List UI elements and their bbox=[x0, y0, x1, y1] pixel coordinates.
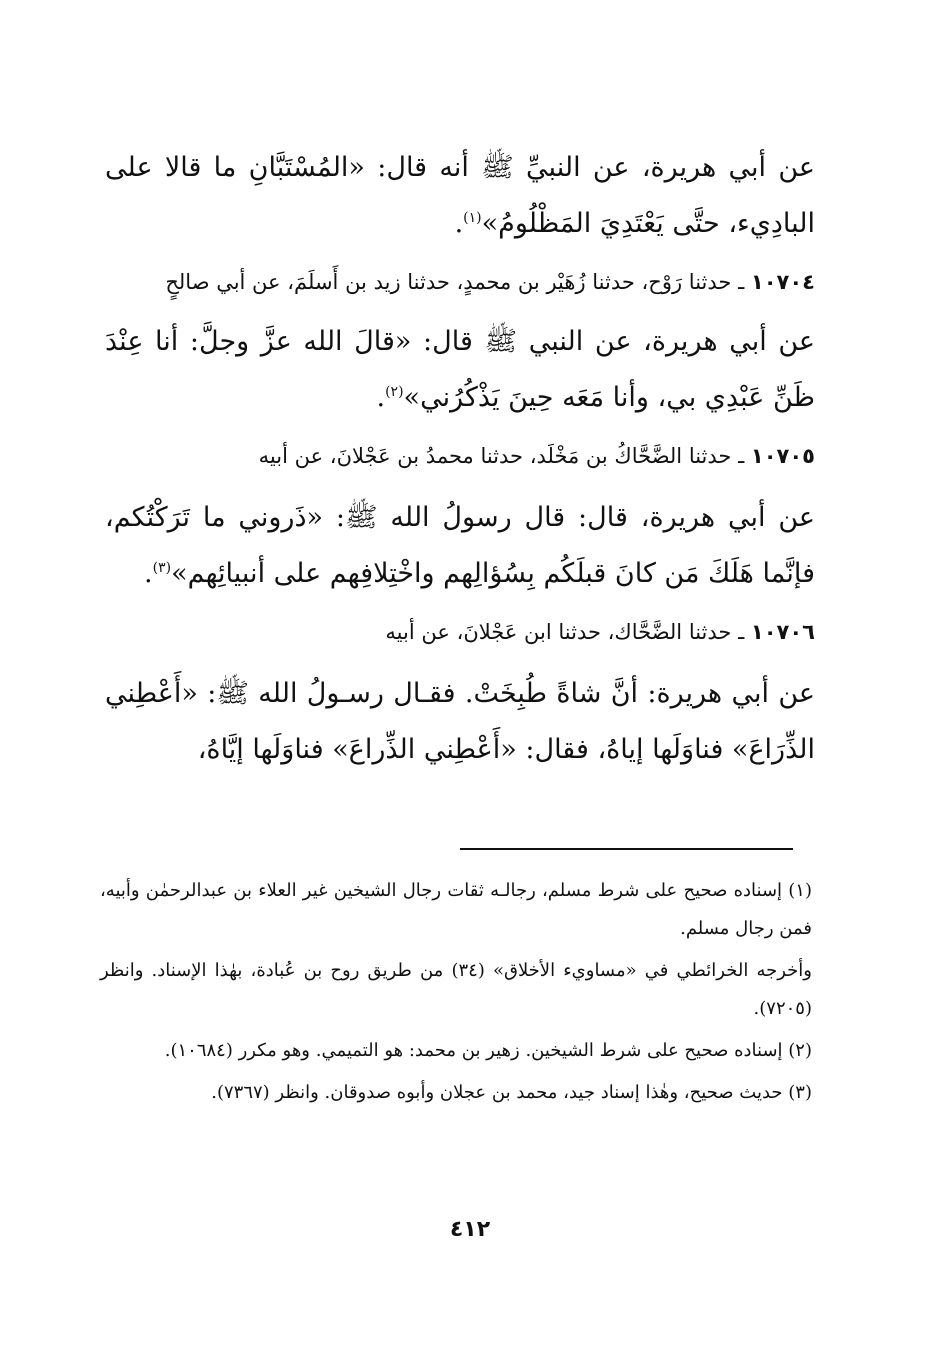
hadith-text-3-end: . bbox=[144, 558, 153, 589]
isnad-10706 bbox=[105, 608, 815, 656]
hadith-text-4: عن أبي هريرة: أنَّ شاةً طُبِخَتْ. فقـال رسـولُ الله ﷺ: «أَعْطِني الذِّرَاعَ» فناوَلَها إياهُ، فقال: «أَعْطِني الذِّراعَ» فناوَلَها إيَّاهُ، bbox=[105, 678, 815, 765]
isnad-text: ـ حدثنا رَوْح، حدثنا زُهَيْر بن محمدٍ، حدثنا زيد بن أَسلَمَ، عن أبي صالحٍ bbox=[165, 270, 751, 294]
footnote-3: (٣) حديث صحيح، وهٰذا إسناد جيد، محمد بن عجلان وأبوه صدوقان. وانظر (٧٣٦٧). bbox=[211, 1082, 812, 1103]
main-text bbox=[105, 140, 815, 784]
isnad-text: ـ حدثنا الضَّحَّاك، حدثنا ابن عَجْلانَ، عن أبيه bbox=[385, 620, 751, 644]
hadith-text-2-body: عن أبي هريرة، عن النبي ﷺ قال: «قالَ الله عزَّ وجلَّ: أنا عِنْدَ ظَنِّ عَبْدِي بي، وأنا مَعَه حِينَ يَذْكُرُني» bbox=[105, 326, 815, 413]
hadith-text-1-end: . bbox=[454, 208, 464, 239]
footnote-2: (٢) إسناده صحيح على شرط الشيخين. زهير بن محمد: هو التميمي. وهو مكرر (١٠٦٨٤). bbox=[164, 1040, 812, 1061]
hadith-text-2 bbox=[105, 314, 815, 426]
hadith-text-1 bbox=[105, 140, 815, 252]
isnad-10704 bbox=[105, 258, 815, 306]
hadith-number: ١٠٧٠٤ bbox=[750, 270, 815, 294]
hadith-number: ١٠٧٠٦ bbox=[750, 620, 815, 644]
hadith-text-3 bbox=[105, 490, 815, 602]
hadith-text-2-end: . bbox=[376, 382, 386, 413]
footnote-1-continued: وأخرجه الخرائطي في «مساويء الأخلاق» (٣٤) من طريق روح بن عُبادة، بهٰذا الإسناد. وانظر (٧٢٠٥). bbox=[100, 960, 812, 1019]
hadith-text-3-body: عن أبي هريرة، قال: قال رسولُ الله ﷺ: «ذَروني ما تَرَكْتُكم، فإنَّما هَلَكَ مَن كانَ قبلَكُم بِسُؤالِهم واخْتِلافِهم على أنبيائِهم» bbox=[105, 502, 815, 589]
footnote-ref-1: (١) bbox=[463, 210, 482, 226]
footnote-ref-3: (٣) bbox=[152, 560, 172, 576]
footnote-ref-2: (٢) bbox=[385, 384, 404, 400]
hadith-text-1-body: عن أبي هريرة، عن النبيِّ ﷺ أنه قال: «المُسْتَبَّانِ ما قالا على البادِيء، حتَّى يَعْتَدِيَ المَظْلُومُ» bbox=[105, 152, 815, 239]
page-number: ٤١٢ bbox=[449, 1217, 491, 1242]
footnote-1: (١) إسناده صحيح على شرط مسلم، رجالـه ثقات رجال الشيخين غير العلاء بن عبدالرحمٰن وأبيه، فمن رجال مسلم. bbox=[100, 880, 812, 939]
hadith-number: ١٠٧٠٥ bbox=[750, 444, 815, 468]
footnote-separator bbox=[460, 848, 793, 850]
isnad-text: ـ حدثنا الضَّحَّاكُ بن مَخْلَد، حدثنا محمدُ بن عَجْلانَ، عن أبيه bbox=[258, 444, 751, 468]
footnotes bbox=[100, 872, 812, 1116]
isnad-10705 bbox=[105, 432, 815, 480]
